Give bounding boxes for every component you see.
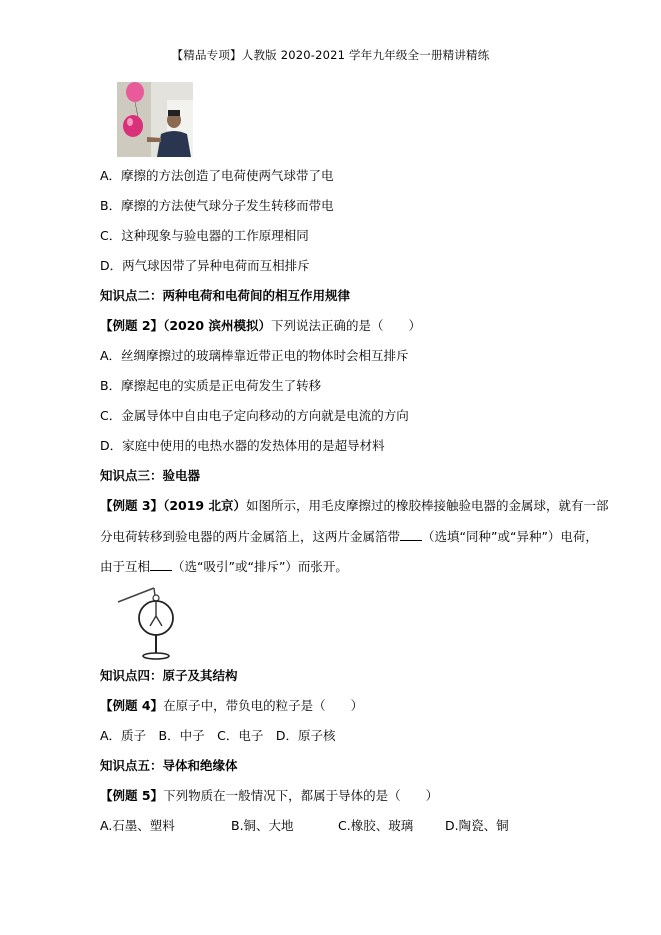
example-2-option-b: B．摩擦起电的实质是正电荷发生了转移 (100, 378, 322, 393)
example-5-option-b: B.铜、大地 (231, 818, 294, 833)
example-2-stem (100, 318, 421, 334)
example-3-label: 【例题 3】 (100, 498, 164, 513)
example-3-line-2 (100, 528, 598, 545)
example-4-label: 【例题 4】 (100, 698, 164, 713)
electroscope-figure (112, 580, 182, 662)
example-5-stem (100, 788, 438, 804)
example-3-text-2a: 分电荷转移到验电器的两片金属箔上，这两片金属箔带 (100, 529, 401, 544)
page-header: 【精品专项】人教版 2020-2021 学年九年级全一册精讲精练 (171, 48, 490, 62)
example-2-option-d: D．家庭中使用的电热水器的发热体用的是超导材料 (100, 438, 385, 453)
example-5-label: 【例题 5】 (100, 788, 164, 803)
example-2-label: 【例题 2】 (100, 318, 164, 333)
example-3-text-3a: 由于互相 (100, 559, 151, 574)
q1-option-d: D．两气球因带了异种电荷而互相排斥 (100, 258, 310, 273)
example-4-question: 在原子中，带负电的粒子是（ ） (163, 698, 364, 713)
q1-option-b: B．摩擦的方法使气球分子发生转移而带电 (100, 198, 334, 213)
example-5-option-a: A.石墨、塑料 (100, 818, 175, 833)
example-2-source: （2020 滨州模拟） (163, 318, 271, 333)
example-3-source: （2019 北京） (163, 498, 246, 513)
example-3-text-3b: （选“吸引”或“排斥”）而张开。 (172, 559, 348, 574)
example-3-line-1 (100, 498, 608, 514)
example-2-question: 下列说法正确的是（ ） (270, 318, 421, 333)
example-3-text-1: 如图所示，用毛皮摩擦过的橡胶棒接触验电器的金属球，就有一部 (245, 498, 609, 513)
example-5-option-c: C.橡胶、玻璃 (338, 818, 414, 833)
balloon-photo (117, 82, 193, 157)
example-4-options: A．质子 B．中子 C．电子 D．原子核 (100, 728, 336, 743)
knowledge-point-4: 知识点四：原子及其结构 (100, 668, 238, 683)
knowledge-point-5: 知识点五：导体和绝缘体 (100, 758, 238, 773)
example-5-option-d: D.陶瓷、铜 (445, 818, 509, 833)
knowledge-point-3: 知识点三：验电器 (100, 468, 201, 483)
answer-blank-1[interactable] (400, 528, 422, 541)
example-4-stem (100, 698, 363, 714)
example-5-question: 下列物质在一般情况下，都属于导体的是（ ） (163, 788, 439, 803)
example-2-option-c: C．金属导体中自由电子定向移动的方向就是电流的方向 (100, 408, 409, 423)
example-3-text-2b: （选填“同种”或“异种”）电荷， (422, 529, 598, 544)
q1-option-a: A．摩擦的方法创造了电荷使两气球带了电 (100, 168, 334, 183)
example-3-line-3 (100, 558, 348, 575)
knowledge-point-2: 知识点二：两种电荷和电荷间的相互作用规律 (100, 288, 351, 303)
answer-blank-2[interactable] (150, 558, 172, 571)
example-2-option-a: A．丝绸摩擦过的玻璃棒靠近带正电的物体时会相互排斥 (100, 348, 409, 363)
q1-option-c: C．这种现象与验电器的工作原理相同 (100, 228, 309, 243)
